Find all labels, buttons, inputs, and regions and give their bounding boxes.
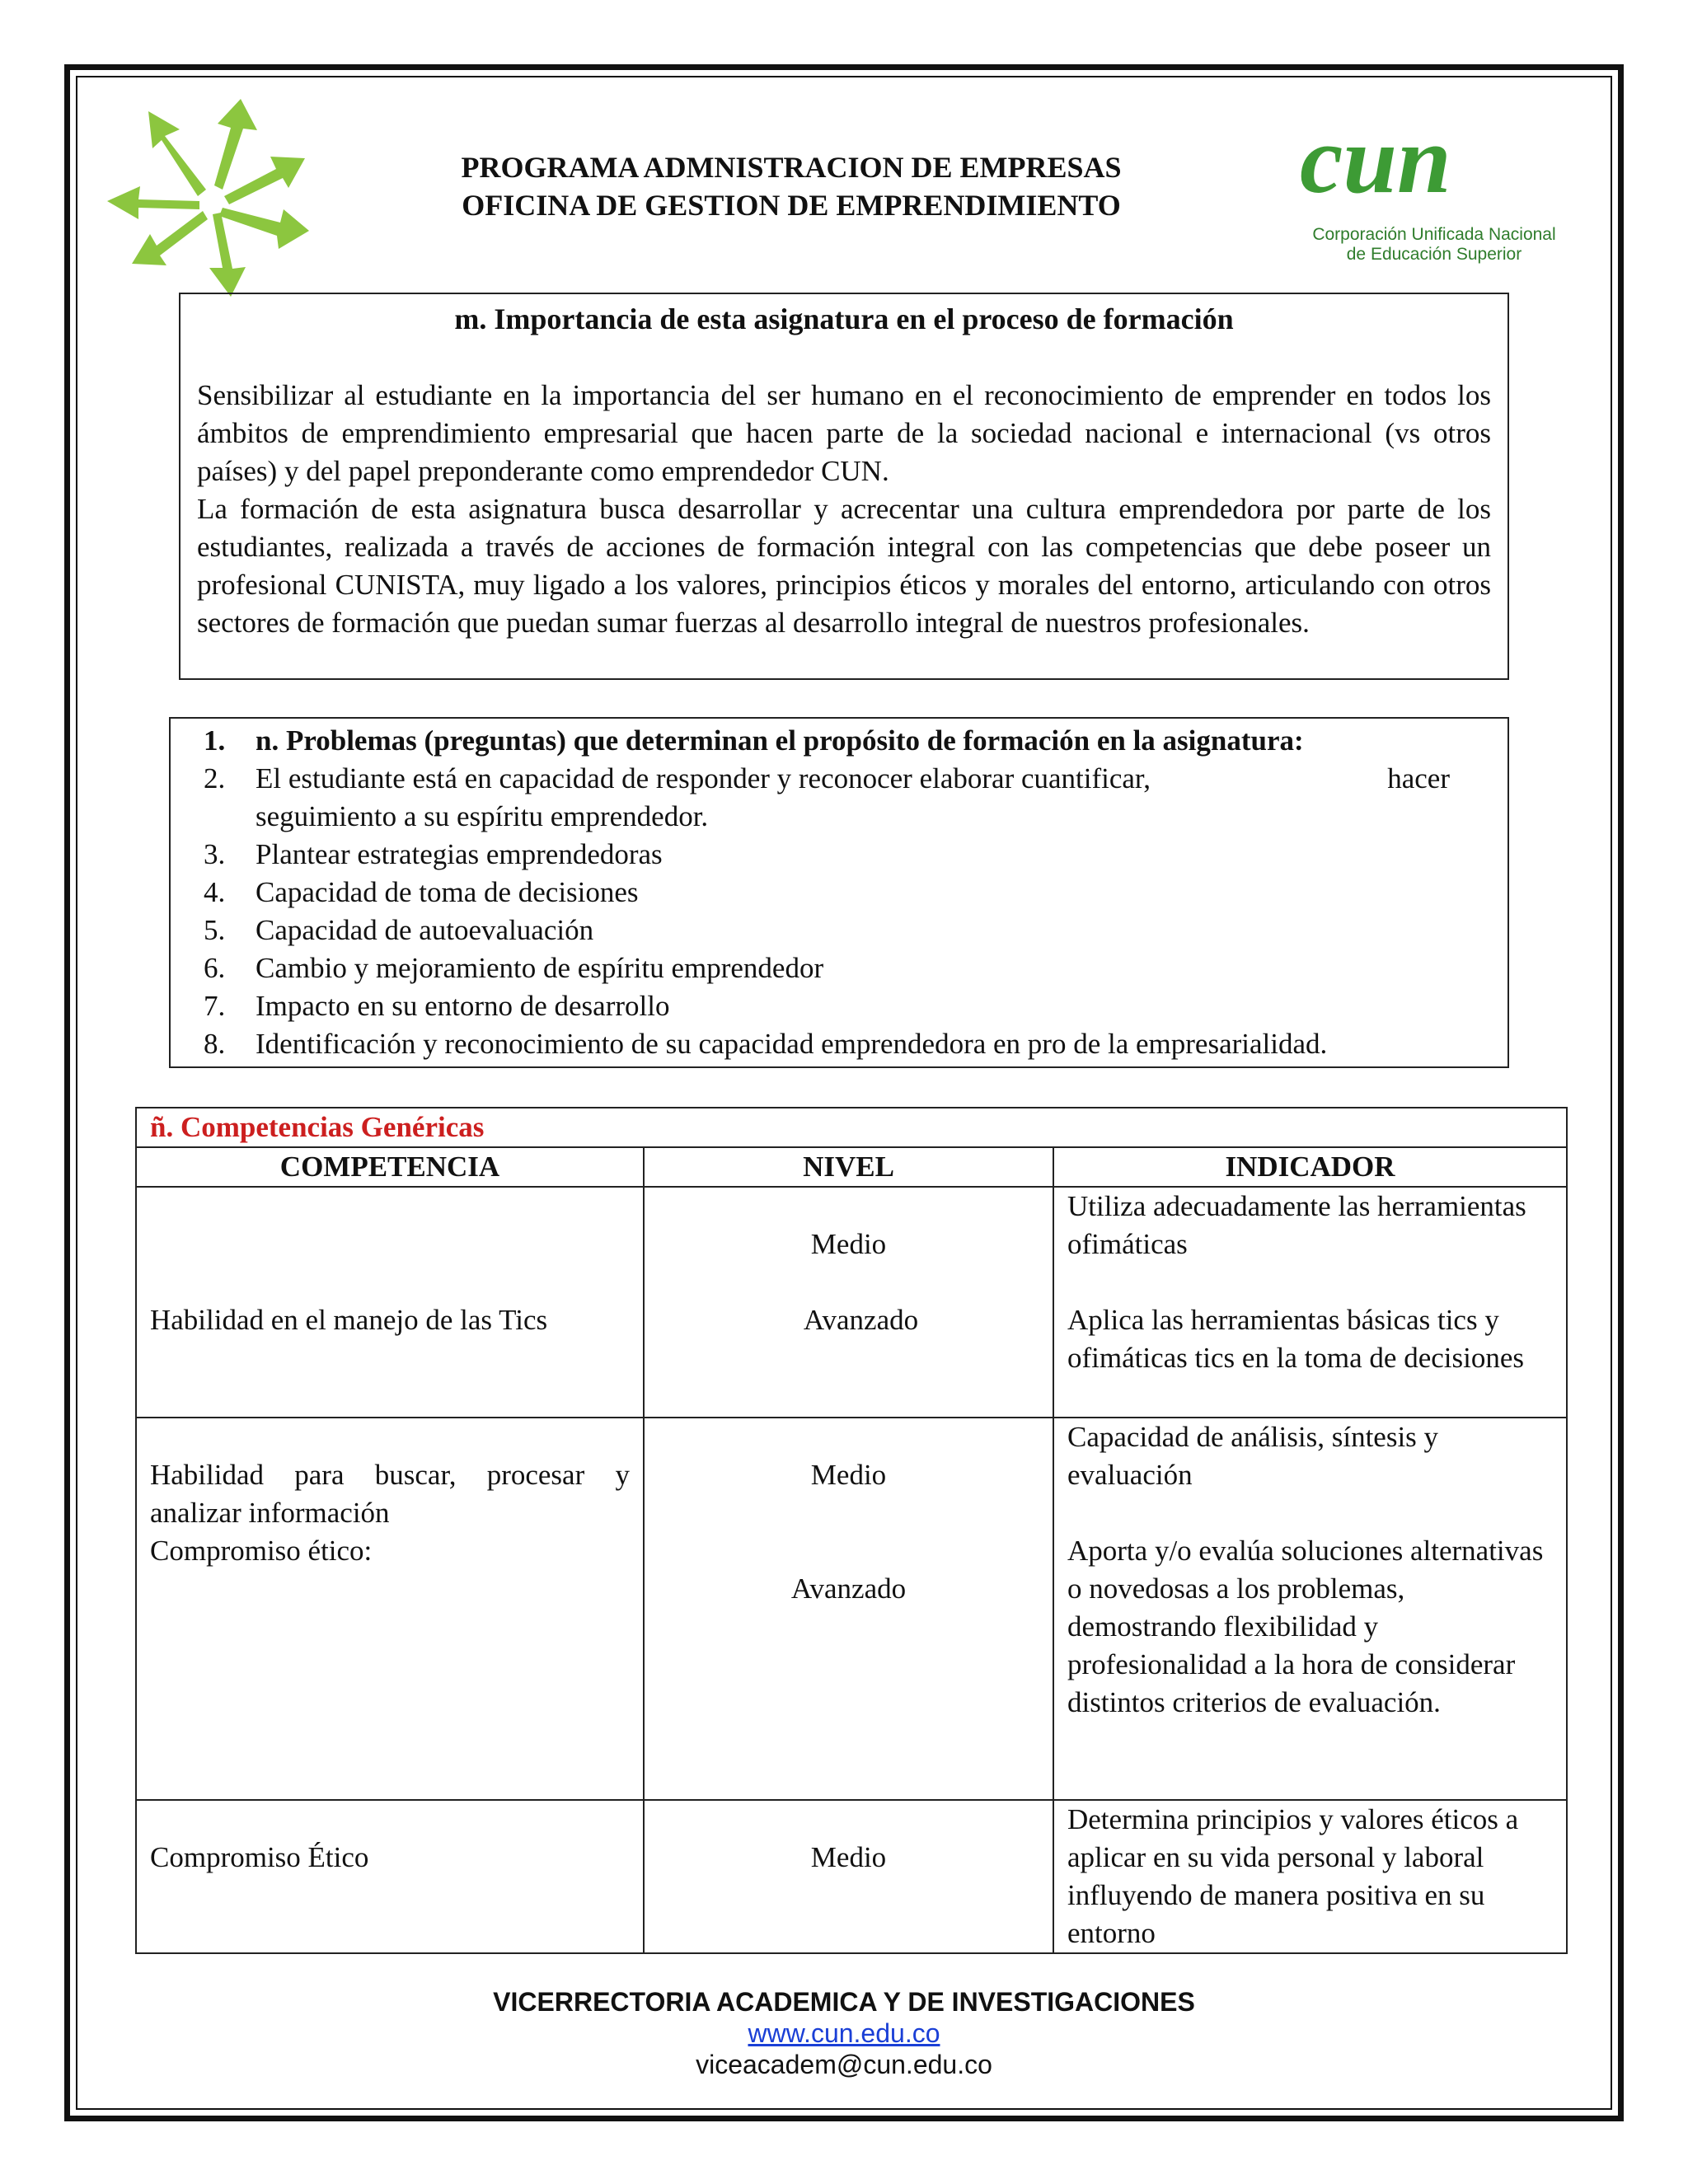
arrows-pinwheel-logo-icon bbox=[107, 99, 321, 297]
table-cell: Habilidad para buscar, procesar y analizar información Compromiso ético: bbox=[136, 1418, 644, 1800]
table-cell: Capacidad de análisis, síntesis y evaluación Aporta y/o evalúa soluciones alternativas o novedosas a los problemas, demostrando flexibilidad y profesionalidad a la hora de considerar distintos criterios de evaluación. bbox=[1053, 1418, 1567, 1800]
list-item: 7. Impacto en su entorno de desarrollo bbox=[204, 990, 670, 1022]
table-cell: Determina principios y valores éticos a aplicar en su vida personal y laboral influyendo de manera positiva en su entorno bbox=[1053, 1800, 1567, 1953]
list-item: 4. Capacidad de toma de decisiones bbox=[204, 876, 639, 908]
logo-arrow bbox=[132, 211, 208, 265]
list-item: 5. Capacidad de autoevaluación bbox=[204, 914, 594, 946]
competencias-title: ñ. Competencias Genéricas bbox=[136, 1108, 1567, 1147]
list-item: 3. Plantear estrategias emprendedoras bbox=[204, 838, 663, 870]
section-m-title: m. Importancia de esta asignatura en el proceso de formación bbox=[454, 302, 1234, 335]
table-cell: Compromiso Ético bbox=[136, 1800, 644, 1953]
cun-logo-text: cun bbox=[1300, 120, 1451, 210]
table-row bbox=[136, 1800, 1567, 1953]
section-m-paragraph-1: Sensibilizar al estudiante en la importancia del ser humano en el reconocimiento de emprender en todos los ámbitos de emprendimiento empresarial que hacen parte de la sociedad nacional e internacional (vs otros países) y del papel preponderante como emprendedor CUN. bbox=[197, 379, 1491, 487]
table-cell: Medio Avanzado bbox=[644, 1418, 1053, 1800]
list-item: 2. El estudiante está en capacidad de responder y reconocer elaborar cuantificar, hacer seguimiento a su espíritu emprendedor. bbox=[204, 762, 1450, 832]
program-title: PROGRAMA ADMNISTRACION DE EMPRESAS bbox=[461, 151, 1122, 184]
table-cell: Medio bbox=[644, 1800, 1053, 1953]
table-cell: Medio Avanzado bbox=[644, 1187, 1053, 1418]
section-m-paragraph-2: La formación de esta asignatura busca desarrollar y acrecentar una cultura emprendedora por parte de los estudiantes, realizada a través de acciones de formación integral con las competencias que debe poseer un profesional CUNISTA, muy ligado a los valores, principios éticos y morales del entorno, articulando con otros sectores de formación que puedan sumar fuerzas al desarrollo integral de nuestros profesionales. bbox=[197, 493, 1491, 639]
list-item: 1. n. Problemas (preguntas) que determinan el propósito de formación en la asignatura: bbox=[204, 724, 1304, 757]
footer-website-link[interactable]: www.cun.edu.co bbox=[748, 2018, 940, 2048]
cun-subtitle-line1: Corporación Unificada Nacional bbox=[1312, 225, 1556, 244]
column-header-competencia: COMPETENCIA bbox=[136, 1147, 644, 1187]
table-cell: Habilidad en el manejo de las Tics bbox=[136, 1187, 644, 1418]
column-header-nivel: NIVEL bbox=[644, 1147, 1053, 1187]
cun-logo-mark-icon bbox=[1298, 120, 1570, 210]
logo-arrow bbox=[209, 213, 246, 297]
header-titles bbox=[330, 148, 1253, 224]
footer bbox=[0, 1986, 1688, 2080]
logo-arrow bbox=[214, 99, 257, 190]
table-row bbox=[136, 1418, 1567, 1800]
table-title-row bbox=[136, 1108, 1567, 1147]
cun-logo bbox=[1298, 120, 1570, 268]
table-cell: Utiliza adecuadamente las herramientas ofimáticas Aplica las herramientas básicas tics y ofimáticas tics en la toma de decisiones bbox=[1053, 1187, 1567, 1418]
table-header-row bbox=[136, 1147, 1567, 1187]
section-n-list bbox=[171, 722, 1507, 1063]
section-m-box bbox=[179, 293, 1509, 680]
competencias-table bbox=[135, 1107, 1568, 1954]
list-item: 8. Identificación y reconocimiento de su capacidad emprendedora en pro de la empresarialidad. bbox=[204, 1028, 1328, 1060]
office-title: OFICINA DE GESTION DE EMPRENDIMIENTO bbox=[462, 189, 1121, 222]
footer-office: VICERRECTORIA ACADEMICA Y DE INVESTIGACIONES bbox=[493, 1987, 1195, 2017]
cun-subtitle-line2: de Educación Superior bbox=[1346, 245, 1522, 264]
column-header-indicador: INDICADOR bbox=[1053, 1147, 1567, 1187]
logo-arrow bbox=[148, 111, 206, 196]
logo-arrow bbox=[224, 157, 305, 204]
section-n-box bbox=[169, 717, 1509, 1068]
competencias-table-wrap bbox=[135, 1107, 1566, 1954]
list-item: 6. Cambio y mejoramiento de espíritu emprendedor bbox=[204, 952, 824, 984]
logo-arrow bbox=[107, 186, 199, 219]
logo-arrow bbox=[219, 208, 309, 249]
table-row bbox=[136, 1187, 1567, 1418]
footer-email: viceacadem@cun.edu.co bbox=[696, 2050, 992, 2079]
